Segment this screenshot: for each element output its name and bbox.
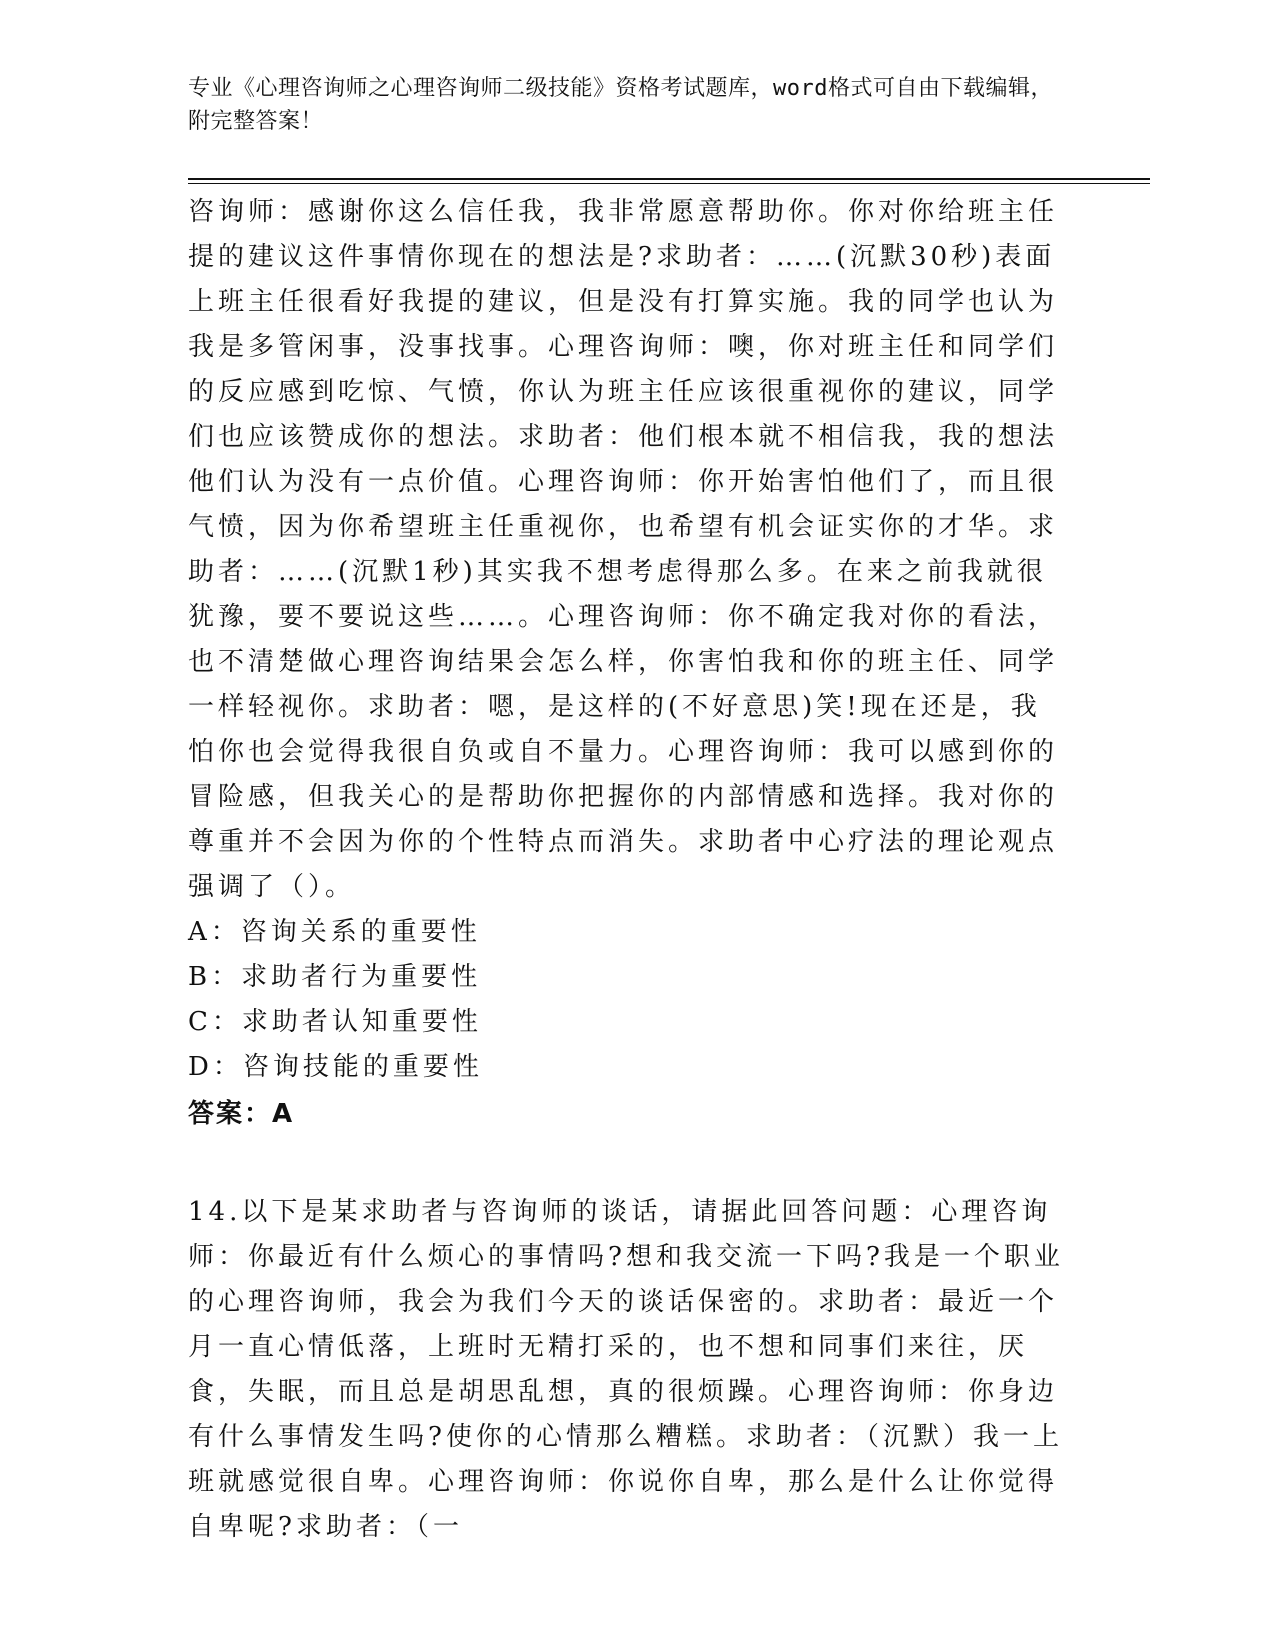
question-13-option-b: B：求助者行为重要性 bbox=[188, 962, 482, 992]
document-header: 专业《心理咨询师之心理咨询师二级技能》资格考试题库，word格式可自由下载编辑，附完整答案！ bbox=[188, 76, 1053, 134]
question-13-option-a: A：咨询关系的重要性 bbox=[188, 917, 481, 947]
header-rule-thin bbox=[188, 183, 1150, 184]
question-13-option-d: D：咨询技能的重要性 bbox=[188, 1052, 483, 1082]
question-14-stem: 14.以下是某求助者与咨询师的谈话，请据此回答问题：心理咨询师：你最近有什么烦心的事情吗?想和我交流一下吗?我是一个职业的心理咨询师，我会为我们今天的谈话保密的。求助者：最近一个月一直心情低落，上班时无精打采的，也不想和同事们来往，厌食，失眠，而且总是胡思乱想，真的很烦躁。心理咨询师：你身边有什么事情发生吗?使你的心情那么糟糕。求助者：（沉默）我一上班就感觉很自卑。心理咨询师：你说你自卑，那么是什么让你觉得自卑呢?求助者：（一 bbox=[188, 1197, 1064, 1542]
document-body bbox=[188, 190, 1068, 1550]
question-13-stem: 咨询师：感谢你这么信任我，我非常愿意帮助你。你对你给班主任提的建议这件事情你现在的想法是?求助者：……(沉默30秒)表面上班主任很看好我提的建议，但是没有打算实施。我的同学也认为我是多管闲事，没事找事。心理咨询师：噢，你对班主任和同学们的反应感到吃惊、气愤，你认为班主任应该很重视你的建议，同学们也应该赞成你的想法。求助者：他们根本就不相信我，我的想法他们认为没有一点价值。心理咨询师：你开始害怕他们了，而且很气愤，因为你希望班主任重视你，也希望有机会证实你的才华。求助者：……(沉默1秒)其实我不想考虑得那么多。在来之前我就很犹豫，要不要说这些……。心理咨询师：你不确定我对你的看法，也不清楚做心理咨询结果会怎么样，你害怕我和你的班主任、同学一样轻视你。求助者：嗯，是这样的(不好意思)笑!现在还是，我怕你也会觉得我很自负或自不量力。心理咨询师：我可以感到你的冒险感，但我关心的是帮助你把握你的内部情感和选择。我对你的尊重并不会因为你的个性特点而消失。求助者中心疗法的理论观点强调了（）。 bbox=[188, 197, 1059, 902]
question-13-option-c: C：求助者认知重要性 bbox=[188, 1007, 482, 1037]
question-spacer bbox=[188, 1137, 1068, 1190]
question-13-answer: 答案：A bbox=[188, 1099, 295, 1129]
header-rule-thick bbox=[188, 178, 1150, 180]
